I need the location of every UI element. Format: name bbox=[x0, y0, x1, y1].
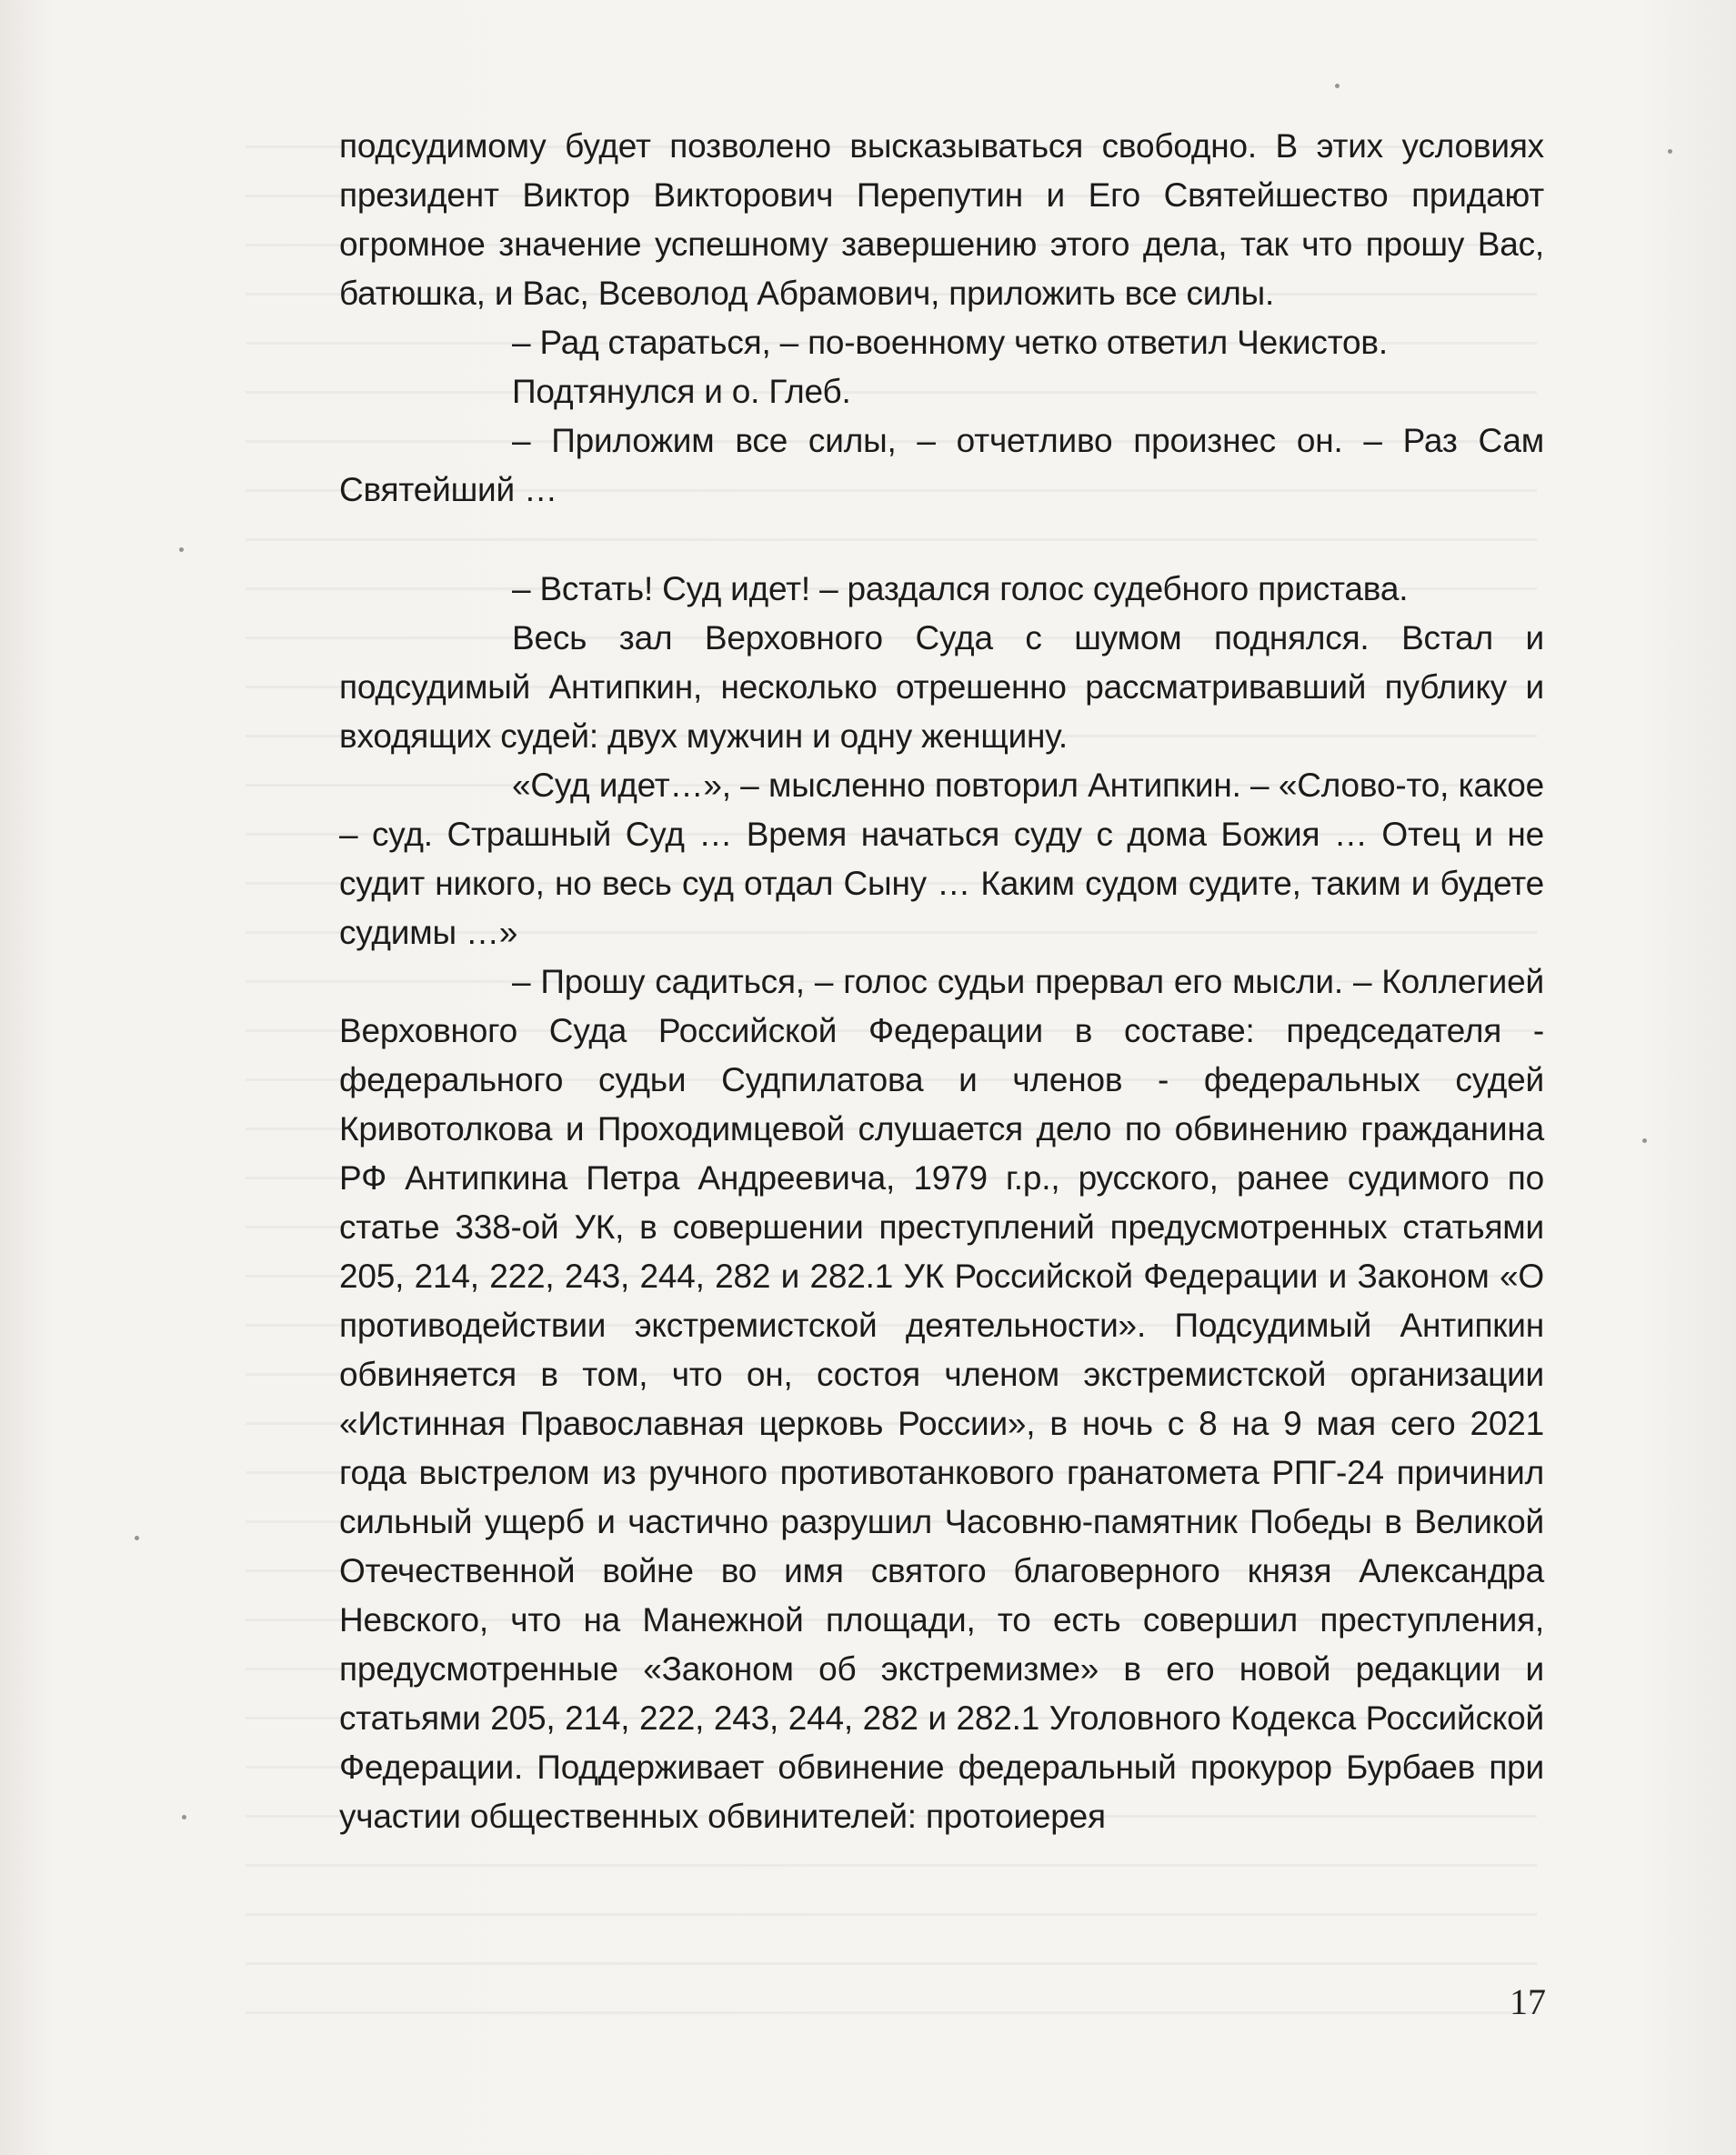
paragraph-2: – Рад стараться, – по-военному четко ответил Чекистов. bbox=[512, 324, 1388, 361]
paragraph-1: подсудимому будет позволено высказываться свободно. В этих условиях президент Виктор Викторович Перепутин и Его Святейшество придают огромное значение успешному завершению этого дела, так что прошу Вас, батюшка, и Вас, Всеволод Абрамович, приложить все силы. bbox=[339, 127, 1544, 312]
paragraph-8: – Прошу садиться, – голос судьи прервал его мысли. – Коллегией Верховного Суда Российской Федерации в составе: председателя - федерального судьи Судпилатова и членов - федеральных судей Кривотолкова и Проходимцевой слушается дело по обвинению гражданина РФ Антипкина Петра Андреевича, 1979 г.р., русского, ранее судимого по статье 338-ой УК, в совершении преступлений предусмотренных статьями 205, 214, 222, 243, 244, 282 и 282.1 УК Российской Федерации и Законом «О противодействии экстремистской деятельности». Подсудимый Антипкин обвиняется в том, что он, состоя членом экстремистской организации «Истинная Православная церковь России», в ночь с 8 на 9 мая сего 2021 года выстрелом из ручного противотанкового гранатомета РПГ-24 причинил сильный ущерб и частично разрушил Часовню-памятник Победы в Великой Отечественной войне во имя святого благоверного князя Александра Невского, что на Манежной площади, то есть совершил преступления, предусмотренные «Законом об экстремизме» в его новой редакции и статьями 205, 214, 222, 243, 244, 282 и 282.1 Уголовного Кодекса Российской Федерации. Поддерживает обвинение федеральный прокурор Бурбаев при участии общественных обвинителей: протоиерея bbox=[339, 963, 1544, 1835]
page-number: 17 bbox=[1510, 1981, 1546, 2022]
paragraph-3: Подтянулся и о. Глеб. bbox=[512, 373, 851, 410]
paragraph-6: Весь зал Верховного Суда с шумом поднялся. Встал и подсудимый Антипкин, несколько отрешенно рассматривавший публику и входящих судей: двух мужчин и одну женщину. bbox=[339, 619, 1544, 755]
scan-speck bbox=[1335, 84, 1340, 88]
scan-speck bbox=[1668, 149, 1672, 154]
scan-speck bbox=[135, 1536, 139, 1540]
body-text bbox=[339, 122, 1544, 1841]
scan-speck bbox=[1642, 1138, 1647, 1143]
scan-speck bbox=[179, 547, 184, 552]
paragraph-gap bbox=[339, 515, 1544, 565]
paragraph-5: – Встать! Суд идет! – раздался голос судебного пристава. bbox=[512, 570, 1409, 607]
paragraph-7: «Суд идет…», – мысленно повторил Антипкин. – «Слово-то, какое – суд. Страшный Суд … Время начаться суду с дома Божия … Отец и не судит никого, но весь суд отдал Сыну … Каким судом судите, таким и будете судимы …» bbox=[339, 767, 1544, 951]
paragraph-4: – Приложим все силы, – отчетливо произнес он. – Раз Сам Святейший … bbox=[339, 422, 1544, 508]
scan-speck bbox=[182, 1815, 186, 1819]
